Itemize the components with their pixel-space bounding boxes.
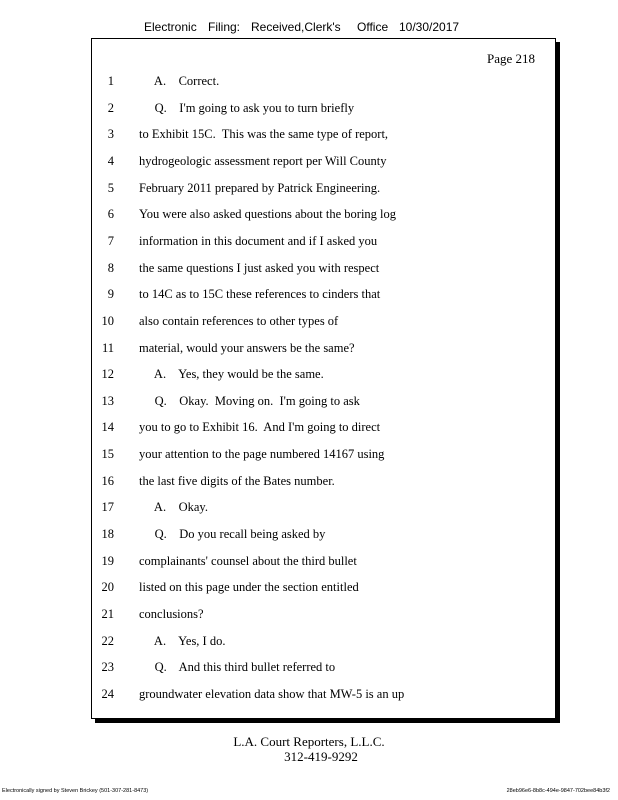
line-number: 22 [101,633,114,648]
header-office: Office [357,20,389,34]
transcript-line [92,341,555,359]
transcript-line [92,580,555,598]
line-number: 18 [101,527,114,542]
line-text: Q. Okay. Moving on. I'm going to ask [139,393,360,408]
line-number: 12 [101,367,114,382]
transcript-line [92,314,555,332]
transcript-line [92,527,555,545]
signature-id: 28eb96e6-8b8c-494e-9847-702bee84b3f2 [506,788,610,794]
line-number: 17 [101,500,114,515]
line-number: 19 [101,553,114,568]
line-number: 5 [107,180,114,195]
transcript-line [92,154,555,172]
line-text: the same questions I just asked you with respect [139,260,380,275]
transcript-line [92,500,555,518]
line-number: 20 [101,580,114,595]
line-text: You were also asked questions about the boring log [139,207,397,222]
transcript-line [92,420,555,438]
line-number: 2 [107,100,114,115]
line-number: 9 [107,287,114,302]
line-text: February 2011 prepared by Patrick Engineering. [139,180,381,195]
line-text: Q. Do you recall being asked by [139,527,326,542]
transcript-line [92,687,555,705]
line-text: Q. And this third bullet referred to [139,660,336,675]
line-number: 6 [107,207,114,222]
header-electronic: Electronic [144,20,197,34]
transcript-line [92,101,555,119]
line-number: 16 [101,473,114,488]
line-text: A. Yes, I do. [139,633,226,648]
transcript-line [92,394,555,412]
page-number: Page 218 [486,51,535,66]
line-number: 11 [101,340,114,355]
line-text: hydrogeologic assessment report per Will County [139,153,387,168]
transcript-line [92,74,555,92]
transcript-line [92,234,555,252]
line-text: complainants' counsel about the third bullet [139,553,357,568]
transcript-line [92,660,555,678]
transcript-line [92,261,555,279]
line-text: to Exhibit 15C. This was the same type of report, [139,127,389,142]
line-number: 7 [107,233,114,248]
footer-phone: 312-419-9292 [284,749,358,764]
line-text: A. Okay. [139,500,208,515]
transcript-line [92,607,555,625]
transcript-line [92,207,555,225]
line-text: listed on this page under the section entitled [139,580,359,595]
line-number: 23 [101,660,114,675]
line-text: the last five digits of the Bates number. [139,473,335,488]
line-number: 10 [101,313,114,328]
transcript-page [91,38,556,719]
line-number: 21 [101,607,114,621]
line-text: to 14C as to 15C these references to cinders that [139,287,381,302]
line-text: groundwater elevation data show that MW-5 is an up [139,686,405,701]
transcript-line [92,474,555,492]
line-text: also contain references to other types of [139,313,339,328]
line-text: material, would your answers be the same? [139,340,355,355]
transcript-line [92,181,555,199]
header-filing: Filing: [208,20,241,34]
footer-company: L.A. Court Reporters, L.L.C. [233,734,385,749]
line-text: information in this document and if I asked you [139,233,378,248]
line-number: 13 [101,393,114,408]
line-text: your attention to the page numbered 14167 using [139,447,385,462]
line-number: 4 [107,153,114,168]
line-number: 24 [101,686,114,701]
header-date: 10/30/2017 [399,20,460,34]
line-text: Q. I'm going to ask you to turn briefly [139,100,355,115]
line-number: 14 [101,420,114,435]
line-number: 1 [107,74,114,88]
line-text: conclusions? [139,607,204,621]
line-text: A. Yes, they would be the same. [139,367,324,382]
transcript-line [92,127,555,145]
line-number: 15 [101,447,114,462]
header-received: Received,Clerk's [251,20,341,34]
line-number: 3 [107,127,114,142]
transcript-line [92,634,555,652]
line-text: A. Correct. [139,74,220,88]
line-text: you to go to Exhibit 16. And I'm going to direct [139,420,381,435]
line-number: 8 [107,260,114,275]
signature-left: Electronically signed by Steven Brickey (501-307-281-8473) [2,788,149,794]
transcript-line [92,287,555,305]
filing-stamp-header [0,20,618,38]
transcript-line [92,554,555,572]
transcript-line [92,447,555,465]
transcript-line [92,367,555,385]
